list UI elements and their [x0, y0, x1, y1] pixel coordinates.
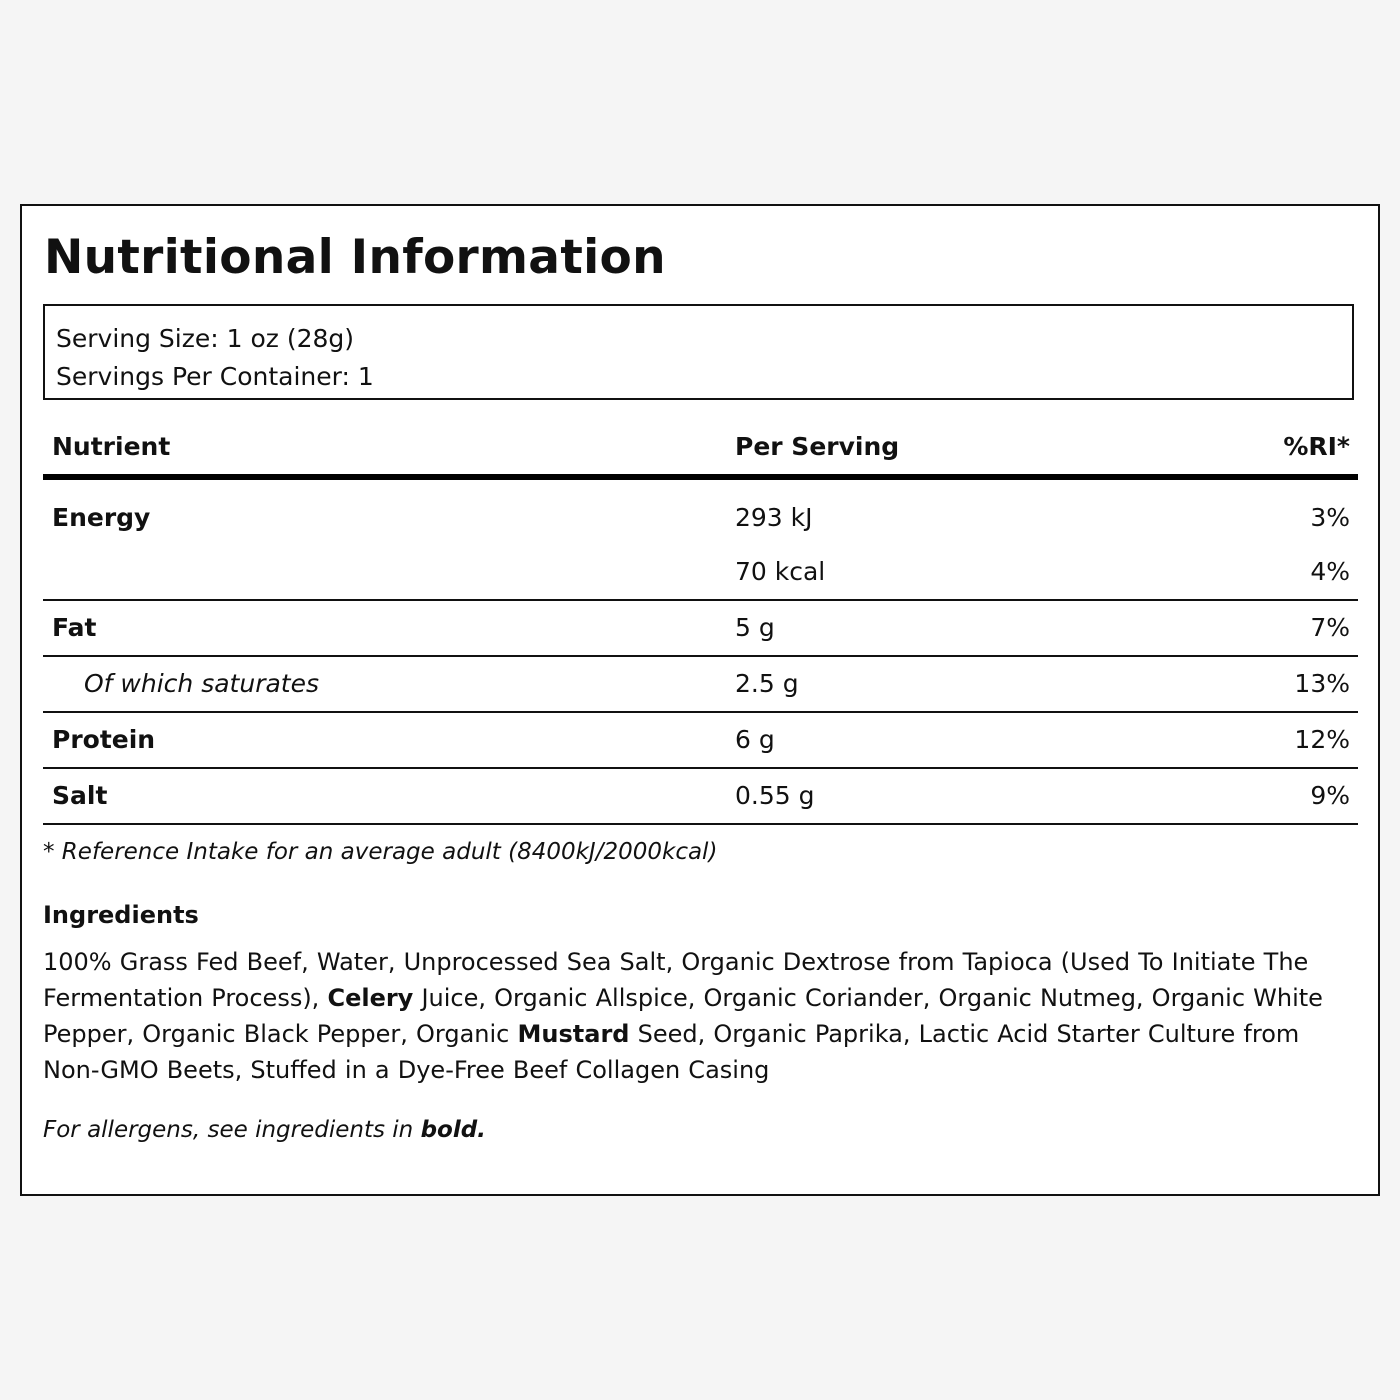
- ri-value: 13%: [1294, 669, 1350, 698]
- per-serving-value: 6 g: [735, 725, 775, 754]
- row-divider: [43, 823, 1358, 825]
- servings-per-container: Servings Per Container: 1: [56, 362, 374, 391]
- ri-value: 12%: [1294, 725, 1350, 754]
- header-nutrient: Nutrient: [52, 432, 171, 461]
- allergen-mustard: Mustard: [517, 1020, 630, 1048]
- ri-footnote: * Reference Intake for an average adult (8400kJ/2000kcal): [43, 839, 718, 865]
- header-per-serving: Per Serving: [735, 432, 900, 461]
- nutrition-label: [20, 204, 1380, 1196]
- allergen-celery: Celery: [327, 984, 414, 1012]
- row-divider: [43, 767, 1358, 769]
- ingredients-text: Juice, Organic Allspice, Organic Coriander, Organic Nutmeg, Organic White Pepper, Organic Black Pepper, Organic: [43, 984, 1323, 1048]
- per-serving-value: 293 kJ: [735, 503, 813, 532]
- per-serving-value: 5 g: [735, 613, 775, 642]
- row-divider: [43, 711, 1358, 713]
- ri-value: 9%: [1310, 781, 1350, 810]
- allergen-note: [43, 1117, 486, 1143]
- row-divider: [43, 599, 1358, 601]
- label-title: Nutritional Information: [44, 230, 666, 285]
- serving-info-box: [43, 304, 1354, 400]
- header-divider: [43, 474, 1358, 480]
- nutrient-name: Energy: [52, 503, 151, 532]
- per-serving-value: 2.5 g: [735, 669, 799, 698]
- per-serving-value: 70 kcal: [735, 557, 826, 586]
- allergen-note-text: For allergens, see ingredients in: [43, 1117, 421, 1143]
- ri-value: 7%: [1310, 613, 1350, 642]
- ri-value: 4%: [1310, 557, 1350, 586]
- ingredients-text: Seed, Organic Paprika, Lactic Acid Starter Culture from Non-GMO Beets, Stuffed in a Dye-Free Beef Collagen Casing: [43, 1020, 1300, 1084]
- ri-value: 3%: [1310, 503, 1350, 532]
- ingredients-list: [43, 944, 1363, 1088]
- ingredients-text: 100% Grass Fed Beef, Water, Unprocessed Sea Salt, Organic Dextrose from Tapioca (Used To Initiate The Fermentation Process),: [43, 948, 1309, 1012]
- nutrient-name: Of which saturates: [84, 669, 319, 698]
- nutrient-name: Salt: [52, 781, 108, 810]
- row-divider: [43, 655, 1358, 657]
- allergen-note-bold: bold.: [420, 1117, 486, 1143]
- per-serving-value: 0.55 g: [735, 781, 815, 810]
- header-ri: %RI*: [1283, 432, 1350, 461]
- ingredients-heading: Ingredients: [43, 901, 199, 929]
- serving-size: Serving Size: 1 oz (28g): [56, 324, 355, 353]
- nutrient-name: Protein: [52, 725, 156, 754]
- nutrient-name: Fat: [52, 613, 97, 642]
